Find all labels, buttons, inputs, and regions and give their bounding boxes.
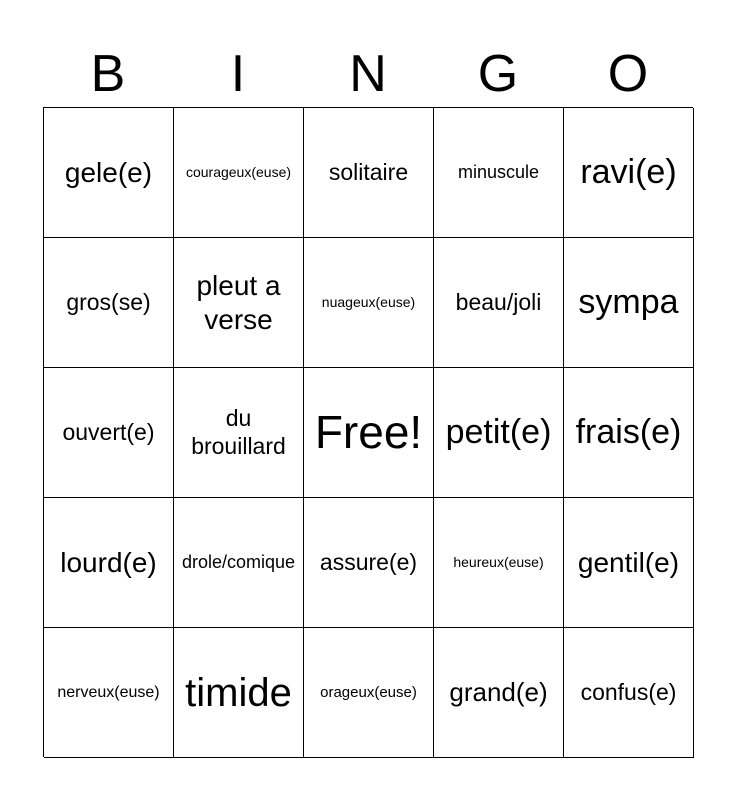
bingo-header <box>43 40 693 108</box>
bingo-cell[interactable]: petit(e) <box>434 368 564 498</box>
free-space-cell[interactable]: Free! <box>304 368 434 498</box>
bingo-cell[interactable]: gele(e) <box>44 108 174 238</box>
bingo-cell[interactable]: minuscule <box>434 108 564 238</box>
bingo-cell[interactable]: ouvert(e) <box>44 368 174 498</box>
bingo-cell[interactable]: pleut a verse <box>174 238 304 368</box>
bingo-cell[interactable]: orageux(euse) <box>304 628 434 758</box>
bingo-cell[interactable]: nuageux(euse) <box>304 238 434 368</box>
bingo-cell[interactable]: ravi(e) <box>564 108 694 238</box>
bingo-cell[interactable]: beau/joli <box>434 238 564 368</box>
bingo-cell[interactable]: assure(e) <box>304 498 434 628</box>
header-letter-o: O <box>607 45 649 103</box>
bingo-cell[interactable]: nerveux(euse) <box>44 628 174 758</box>
bingo-cell[interactable]: grand(e) <box>434 628 564 758</box>
bingo-card <box>43 107 693 757</box>
bingo-cell[interactable]: heureux(euse) <box>434 498 564 628</box>
bingo-cell[interactable]: du brouillard <box>174 368 304 498</box>
bingo-cell[interactable]: courageux(euse) <box>174 108 304 238</box>
bingo-cell[interactable]: solitaire <box>304 108 434 238</box>
bingo-cell[interactable]: sympa <box>564 238 694 368</box>
header-letter-i: I <box>230 45 246 103</box>
bingo-cell[interactable]: frais(e) <box>564 368 694 498</box>
bingo-cell[interactable]: timide <box>174 628 304 758</box>
header-letter-g: G <box>477 45 519 103</box>
bingo-cell[interactable]: gentil(e) <box>564 498 694 628</box>
bingo-cell[interactable]: confus(e) <box>564 628 694 758</box>
bingo-cell[interactable]: drole/comique <box>174 498 304 628</box>
header-letter-n: N <box>349 45 387 103</box>
bingo-cell[interactable]: lourd(e) <box>44 498 174 628</box>
header-letter-b: B <box>90 45 126 103</box>
bingo-cell[interactable]: gros(se) <box>44 238 174 368</box>
